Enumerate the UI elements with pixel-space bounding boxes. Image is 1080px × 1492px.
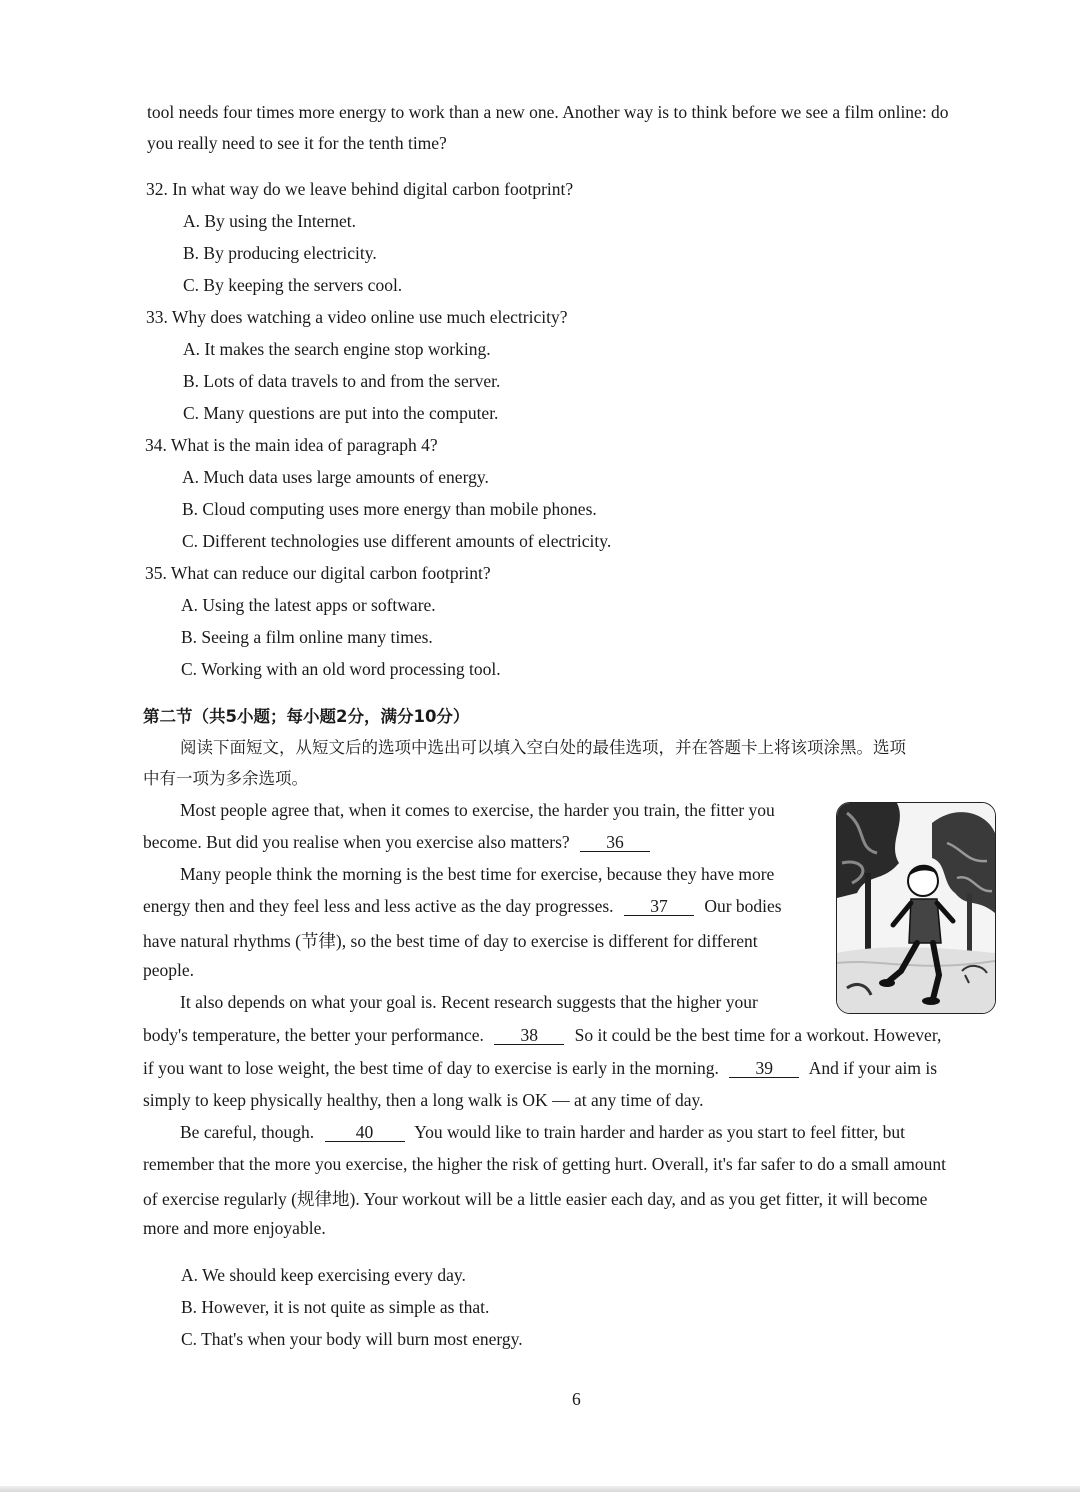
question-35-stem: 35. What can reduce our digital carbon footprint? — [145, 563, 491, 583]
question-33-stem: 33. Why does watching a video online use much electricity? — [146, 307, 568, 327]
question-32-option-a: A. By using the Internet. — [183, 211, 357, 231]
question-35-option-a: A. Using the latest apps or software. — [181, 595, 436, 615]
passage-p3-text-pre-2: if you want to lose weight, the best time of day to exercise is early in the morning. — [143, 1058, 719, 1078]
blank-38[interactable]: 38 — [494, 1026, 564, 1045]
question-35-option-c: C. Working with an old word processing tool. — [181, 659, 501, 679]
blank-39[interactable]: 39 — [729, 1059, 799, 1078]
passage-p4-text-pre: Be careful, though. — [180, 1122, 315, 1142]
question-32-option-c: C. By keeping the servers cool. — [183, 275, 403, 295]
passage-p1-text: become. But did you realise when you exercise also matters? — [143, 832, 570, 852]
jogger-drawing — [837, 803, 995, 1013]
passage-p2-line-4: people. — [143, 960, 195, 980]
scan-bottom-edge — [0, 1486, 1080, 1492]
passage-p2-text-pre: energy then and they feel less and less active as the day progresses. — [143, 896, 614, 916]
blank-36[interactable]: 36 — [580, 833, 650, 852]
passage-p2-line-3: have natural rhythms (节律), so the best time of day to exercise is different for different — [143, 931, 758, 951]
passage-p2-line-2 — [143, 896, 782, 917]
passage-p3-text-pre: body's temperature, the better your performance. — [143, 1025, 484, 1045]
passage-p1-line-2 — [143, 832, 656, 853]
question-32-stem: 32. In what way do we leave behind digital carbon footprint? — [146, 179, 574, 199]
page-number: 6 — [572, 1389, 581, 1409]
question-34-option-c: C. Different technologies use different amounts of electricity. — [182, 531, 612, 551]
question-34-stem: 34. What is the main idea of paragraph 4? — [145, 435, 438, 455]
passage-p4-text-post: You would like to train harder and harder as you start to feel fitter, but — [414, 1122, 906, 1142]
question-33-option-c: C. Many questions are put into the computer. — [183, 403, 499, 423]
question-34-option-b: B. Cloud computing uses more energy than mobile phones. — [182, 499, 597, 519]
section-2-instruction-line-2: 中有一项为多余选项。 — [143, 769, 308, 788]
jogger-illustration — [836, 802, 996, 1014]
passage-p2-text-post: Our bodies — [704, 896, 782, 916]
intro-line-2: you really need to see it for the tenth time? — [147, 133, 447, 153]
question-35-option-b: B. Seeing a film online many times. — [181, 627, 433, 647]
passage-p3-line-4: simply to keep physically healthy, then a long walk is OK — at any time of day. — [143, 1090, 704, 1110]
question-33-option-b: B. Lots of data travels to and from the server. — [183, 371, 501, 391]
section-2-heading: 第二节（共5小题；每小题2分，满分10分） — [143, 707, 470, 726]
blank-40[interactable]: 40 — [325, 1123, 405, 1142]
passage-p1-line-1: Most people agree that, when it comes to exercise, the harder you train, the fitter you — [180, 800, 775, 820]
passage-p4-line-2: remember that the more you exercise, the higher the risk of getting hurt. Overall, it's far safer to do a small amount — [143, 1154, 947, 1174]
passage-p4-line-4: more and more enjoyable. — [143, 1218, 326, 1238]
passage-p3-line-2 — [143, 1025, 941, 1046]
intro-line-1: tool needs four times more energy to work than a new one. Another way is to think before we see a film online: do — [147, 102, 949, 122]
choice-b: B. However, it is not quite as simple as that. — [181, 1297, 490, 1317]
passage-p4-line-1 — [180, 1122, 905, 1143]
section-2-instruction-line-1: 阅读下面短文，从短文后的选项中选出可以填入空白处的最佳选项，并在答题卡上将该项涂黑。选项 — [180, 738, 906, 757]
passage-p3-text-post: So it could be the best time for a workout. However, — [574, 1025, 942, 1045]
question-34-option-a: A. Much data uses large amounts of energy. — [182, 467, 489, 487]
choice-c: C. That's when your body will burn most energy. — [181, 1329, 523, 1349]
blank-37[interactable]: 37 — [624, 897, 694, 916]
question-32-option-b: B. By producing electricity. — [183, 243, 377, 263]
passage-p3-line-3 — [143, 1058, 937, 1079]
passage-p4-line-3: of exercise regularly (规律地). Your workout will be a little easier each day, and as you get fitter, it will become — [143, 1189, 928, 1209]
passage-p2-line-1: Many people think the morning is the best time for exercise, because they have more — [180, 864, 775, 884]
choice-a: A. We should keep exercising every day. — [181, 1265, 466, 1285]
passage-p3-text-post-2: And if your aim is — [808, 1058, 938, 1078]
passage-p3-line-1: It also depends on what your goal is. Recent research suggests that the higher your — [180, 992, 758, 1012]
question-33-option-a: A. It makes the search engine stop working. — [183, 339, 491, 359]
